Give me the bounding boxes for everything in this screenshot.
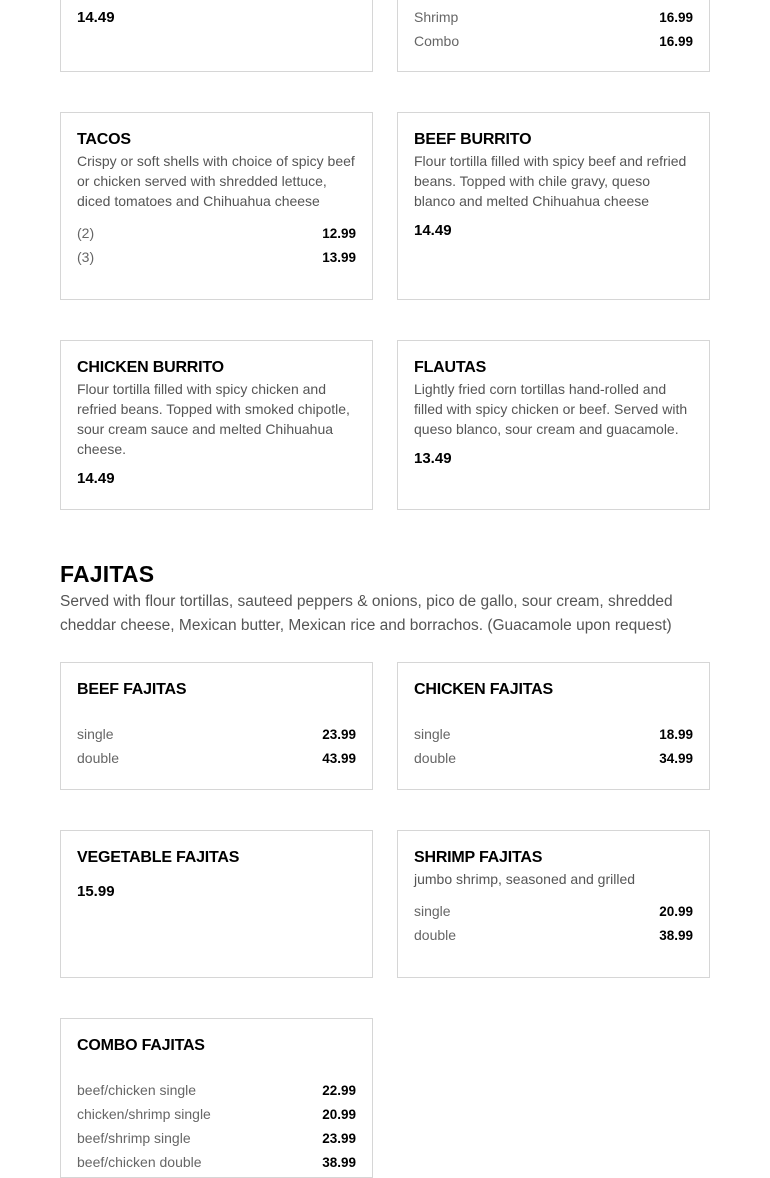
price-row-value: 23.99 xyxy=(322,1130,356,1146)
item-price: 14.49 xyxy=(77,470,115,487)
price-row xyxy=(414,5,693,29)
menu-card-top-right xyxy=(397,0,710,72)
section-description-fajitas: Served with flour tortillas, sauteed peppers & onions, pico de gallo, sour cream, shredded cheddar cheese, Mexican butter, Mexican rice and borrachos. (Guacamole upon request) xyxy=(60,593,673,634)
price-row-label: single xyxy=(77,726,114,742)
price-row xyxy=(77,1102,356,1126)
item-description: Lightly fried corn tortillas hand-rolled and filled with spicy chicken or beef. Served with queso blanco, sour cream and guacamole. xyxy=(414,381,688,437)
menu-card-flautas xyxy=(397,340,710,510)
price-row xyxy=(77,1126,356,1150)
item-price: 13.49 xyxy=(414,450,452,467)
price-row xyxy=(414,923,693,947)
item-description: Crispy or soft shells with choice of spicy beef or chicken served with shredded lettuce, diced tomatoes and Chihuahua cheese xyxy=(77,153,355,209)
item-name: CHICKEN BURRITO xyxy=(77,359,224,376)
price-row-label: Shrimp xyxy=(414,9,459,25)
price-row xyxy=(77,746,356,770)
price-row-label: single xyxy=(414,726,451,742)
price-row-label: single xyxy=(414,903,451,919)
price-row-value: 38.99 xyxy=(659,927,693,943)
price-row xyxy=(77,722,356,746)
price-row-label: (3) xyxy=(77,249,95,265)
price-row-label: beef/chicken double xyxy=(77,1154,202,1170)
price-row-value: 16.99 xyxy=(659,33,693,49)
item-price: 15.99 xyxy=(77,883,115,900)
price-row xyxy=(414,722,693,746)
price-row xyxy=(77,1078,356,1102)
section-title-fajitas: FAJITAS xyxy=(60,561,155,587)
item-price: 14.49 xyxy=(414,222,452,239)
price-row xyxy=(77,221,356,245)
menu-card-beef-fajitas xyxy=(60,662,373,790)
menu-card-vegetable-fajitas xyxy=(60,830,373,978)
item-name: FLAUTAS xyxy=(414,359,487,376)
price-row xyxy=(414,29,693,53)
price-row-value: 38.99 xyxy=(322,1154,356,1170)
price-row-value: 18.99 xyxy=(659,726,693,742)
menu-card-chicken-fajitas xyxy=(397,662,710,790)
price-row-label: beef/chicken single xyxy=(77,1082,197,1098)
menu-card-tacos xyxy=(60,112,373,300)
price-row-label: chicken/shrimp single xyxy=(77,1106,211,1122)
menu-card-chicken-burrito xyxy=(60,340,373,510)
item-name: COMBO FAJITAS xyxy=(77,1037,205,1054)
price-row-label: Combo xyxy=(414,33,460,49)
price-row-value: 16.99 xyxy=(659,9,693,25)
price-row xyxy=(414,899,693,923)
price-row-label: double xyxy=(414,750,457,766)
item-description: jumbo shrimp, seasoned and grilled xyxy=(414,871,636,887)
item-name: VEGETABLE FAJITAS xyxy=(77,849,240,866)
item-description: Flour tortilla filled with spicy beef and refried beans. Topped with chile gravy, queso blanco and melted Chihuahua cheese xyxy=(414,153,687,209)
menu-card-combo-fajitas xyxy=(60,1018,373,1178)
item-price: 14.49 xyxy=(77,9,115,26)
price-row-label: beef/shrimp single xyxy=(77,1130,191,1146)
price-row-value: 22.99 xyxy=(322,1082,356,1098)
price-row xyxy=(77,1150,356,1174)
menu-card-beef-burrito xyxy=(397,112,710,300)
item-name: BEEF FAJITAS xyxy=(77,681,187,698)
price-row-value: 20.99 xyxy=(322,1106,356,1122)
item-name: TACOS xyxy=(77,131,131,148)
price-row-value: 12.99 xyxy=(322,225,356,241)
price-row-label: double xyxy=(77,750,120,766)
price-row-value: 43.99 xyxy=(322,750,356,766)
item-description: Flour tortilla filled with spicy chicken and refried beans. Topped with smoked chipotle, sour cream sauce and melted Chihuahua cheese. xyxy=(77,381,350,457)
price-row-label: (2) xyxy=(77,225,95,241)
menu-card-shrimp-fajitas xyxy=(397,830,710,978)
price-row-value: 23.99 xyxy=(322,726,356,742)
price-row-value: 20.99 xyxy=(659,903,693,919)
item-name: BEEF BURRITO xyxy=(414,131,532,148)
menu-card-top-left xyxy=(60,0,373,72)
item-name: SHRIMP FAJITAS xyxy=(414,849,543,866)
item-name: CHICKEN FAJITAS xyxy=(414,681,553,698)
price-row-value: 13.99 xyxy=(322,249,356,265)
price-row-label: double xyxy=(414,927,457,943)
price-row xyxy=(414,746,693,770)
price-row xyxy=(77,245,356,269)
price-row-value: 34.99 xyxy=(659,750,693,766)
